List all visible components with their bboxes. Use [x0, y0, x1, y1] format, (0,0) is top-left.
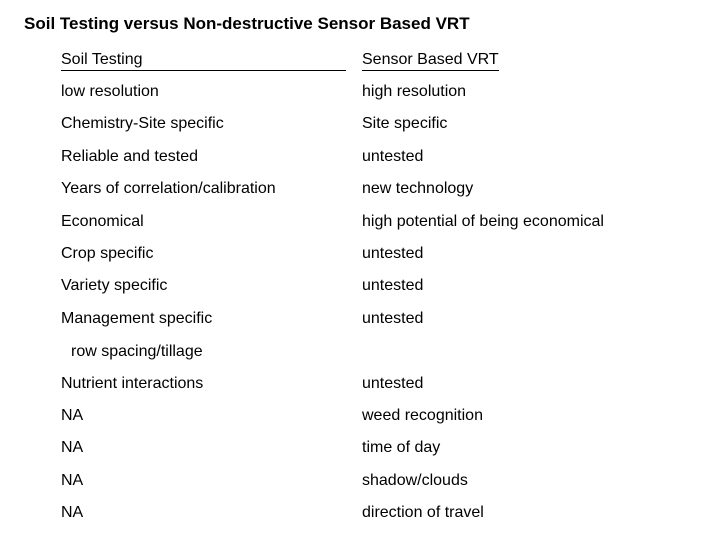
row-1-left: low resolution [61, 83, 159, 100]
column-header-soil-testing: Soil Testing [61, 50, 346, 71]
row-8-subnote: row spacing/tillage [71, 343, 203, 360]
row-1-right: high resolution [362, 83, 467, 100]
row-10-left: Nutrient interactions [61, 375, 204, 392]
row-7-right: untested [362, 277, 424, 294]
row-3-left: Reliable and tested [61, 148, 198, 165]
row-13-right: shadow/clouds [362, 472, 468, 489]
row-2-left: Chemistry-Site specific [61, 115, 224, 132]
row-12-left: NA [61, 439, 84, 456]
row-2-right: Site specific [362, 115, 448, 132]
row-11-right: weed recognition [362, 407, 483, 424]
row-8-left: Management specific [61, 310, 213, 327]
row-8-right: untested [362, 310, 424, 327]
row-14-right: direction of travel [362, 504, 484, 521]
row-5-left: Economical [61, 213, 144, 230]
column-header-sensor-based-vrt: Sensor Based VRT [362, 50, 499, 71]
row-6-left: Crop specific [61, 245, 154, 262]
row-13-left: NA [61, 472, 84, 489]
page-title: Soil Testing versus Non-destructive Sensor Based VRT [24, 14, 470, 33]
row-11-left: NA [61, 407, 84, 424]
row-4-right: new technology [362, 180, 474, 197]
row-6-right: untested [362, 245, 424, 262]
row-12-right: time of day [362, 439, 441, 456]
row-14-left: NA [61, 504, 84, 521]
row-10-right: untested [362, 375, 424, 392]
row-3-right: untested [362, 148, 424, 165]
row-5-right: high potential of being economical [362, 213, 604, 230]
row-4-left: Years of correlation/calibration [61, 180, 276, 197]
row-7-left: Variety specific [61, 277, 168, 294]
